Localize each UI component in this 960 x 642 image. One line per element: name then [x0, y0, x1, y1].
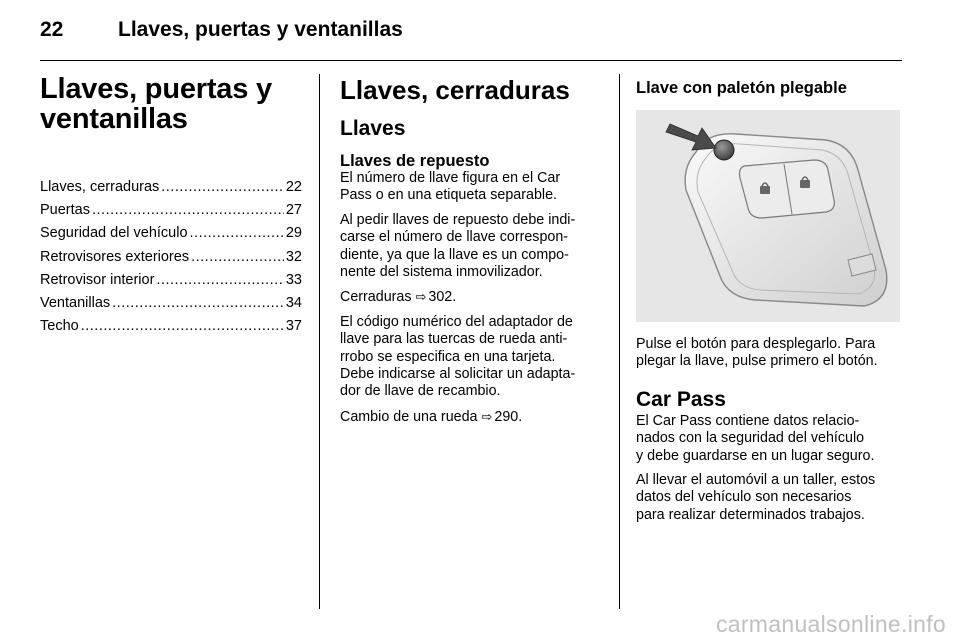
content-column-middle — [340, 74, 605, 433]
toc-item[interactable]: Retrovisor interior ..... 33 — [40, 269, 302, 292]
toc-item[interactable]: Ventanillas ..... 34 — [40, 292, 302, 315]
toc-item[interactable]: Llaves, cerraduras ..... 22 — [40, 176, 302, 199]
arrow-right-outline-icon: ⇨ — [415, 289, 427, 305]
paragraph-codigo-numerico: El código numérico del adaptador de llave para las tuercas de rueda anti- rrobo se especifica en una tarjeta. Debe indicarse al solicitar un adapta- dor de llave de recambio. — [340, 313, 576, 400]
chapter-title: Llaves, puertas y ventanillas — [40, 73, 272, 135]
toc-item[interactable]: Seguridad del vehículo ..... 29 — [40, 222, 302, 245]
heading-llaves: Llaves — [340, 117, 406, 140]
cross-reference-cerraduras[interactable]: Cerraduras ⇨ 302. — [340, 289, 457, 306]
paragraph-car-pass-contiene: El Car Pass contiene datos relacio- nados con la seguridad del vehículo y debe guardarse en un lugar seguro. — [636, 412, 875, 464]
paragraph-car-pass-taller: Al llevar el automóvil a un taller, estos datos del vehículo son necesarios para realizar determinados trabajos. — [636, 472, 876, 523]
page-number: 22 — [40, 18, 64, 41]
toc-item[interactable]: Techo ..... 37 — [40, 315, 302, 338]
header-divider — [40, 60, 902, 61]
arrow-right-outline-icon: ⇨ — [481, 408, 493, 424]
chapter-column — [40, 74, 302, 338]
heading-car-pass: Car Pass — [636, 387, 726, 411]
column-divider-1 — [319, 74, 320, 609]
paragraph-pedir-llaves: Al pedir llaves de repuesto debe indi- carse el número de llave correspon- diente, ya que la llave es un compo- nente del sistema inmovilizador. — [340, 211, 576, 281]
heading-llaves-cerraduras: Llaves, cerraduras — [340, 75, 570, 105]
heading-llaves-de-repuesto: Llaves de repuesto — [340, 152, 490, 170]
toc-item[interactable]: Puertas ..... 27 — [40, 199, 302, 222]
folding-key-icon — [636, 110, 900, 322]
watermark: carmanualsonline.info — [715, 611, 946, 637]
column-divider-2 — [619, 74, 620, 609]
section-title: Llaves, puertas y ventanillas — [118, 18, 403, 41]
paragraph-numero-llave: El número de llave figura en el Car Pass o en una etiqueta separable. — [340, 170, 561, 204]
table-of-contents — [40, 176, 302, 338]
page-header — [40, 18, 920, 54]
heading-llave-paleton: Llave con paletón plegable — [636, 79, 847, 97]
folding-key-illustration — [636, 110, 900, 322]
cross-reference-cambio-rueda[interactable]: Cambio de una rueda ⇨ 290. — [340, 408, 523, 425]
content-column-right — [636, 74, 904, 531]
illustration-caption: Pulse el botón para desplegarlo. Para plegar la llave, pulse primero el botón. — [636, 336, 878, 370]
toc-item[interactable]: Retrovisores exteriores ..... 32 — [40, 246, 302, 269]
